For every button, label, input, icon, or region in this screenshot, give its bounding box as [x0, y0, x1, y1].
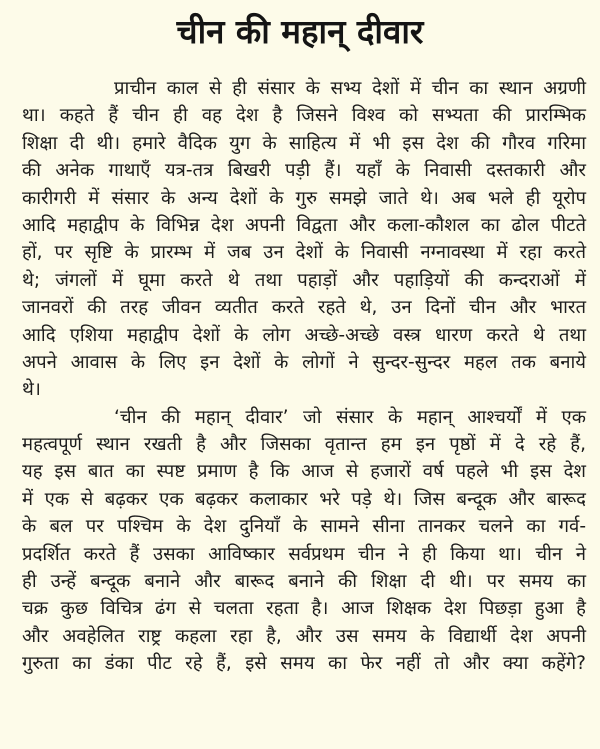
text-line: शिक्षा दी थी। हमारे वैदिक युग के साहित्य में भी इस देश की गौरव गरिमा	[22, 132, 586, 154]
text-line: और अवहेलित राष्ट्र कहला रहा है, और उस समय के विद्यार्थी देश अपनी	[22, 625, 586, 647]
text-line: थे; जंगलों में घूमा करते थे तथा पहाड़ों और पहाड़ियों की कन्दराओं में	[22, 269, 586, 291]
text-line: के बल पर पश्चिम के देश दुनियाँ के सामने सीना तानकर चलने का गर्व-	[22, 516, 586, 538]
text-line: महत्वपूर्ण स्थान रखती है और जिसका वृतान्त हम इन पृष्ठों में दे रहे हैं,	[22, 434, 586, 456]
text-line: यह इस बात का स्पष्ट प्रमाण है कि आज से हजारों वर्ष पहले भी इस देश	[22, 461, 586, 483]
document-body	[22, 75, 586, 678]
text-line: थे।	[22, 379, 41, 401]
text-line: हों, पर सृष्टि के प्रारम्भ में जब उन देशों के निवासी नग्नावस्था में रहा करते	[22, 242, 586, 264]
text-line: में एक से बढ़कर एक बढ़कर कलाकार भरे पड़े थे। जिस बन्दूक और बारूद	[22, 488, 586, 510]
text-line: जानवरों की तरह जीवन व्यतीत करते रहते थे, उन दिनों चीन और भारत	[22, 297, 586, 319]
text-line: ‘चीन की महान् दीवार’ जो संसार के महान् आश्चर्यों में एक	[114, 406, 586, 428]
text-line: चक्र कुछ विचित्र ढंग से चलता रहता है। आज शिक्षक देश पिछड़ा हुआ है	[22, 598, 586, 620]
text-line: गुरुता का डंका पीट रहे हैं, इसे समय का फेर नहीं तो और क्या कहेंगे?	[22, 653, 586, 675]
page-title: चीन की महान् दीवार	[176, 12, 424, 51]
text-line: ही उन्हें बन्दूक बनाने और बारूद बनाने की शिक्षा दी थी। पर समय का	[22, 571, 586, 593]
text-line: आदि महाद्वीप के विभिन्न देश अपनी विद्वता और कला-कौशल का ढोल पीटते	[22, 214, 586, 236]
text-line: आदि एशिया महाद्वीप देशों के लोग अच्छे-अच्छे वस्त्र धारण करते थे तथा	[22, 324, 586, 346]
text-line: अपने आवास के लिए इन देशों के लोगों ने सुन्दर-सुन्दर महल तक बनाये	[22, 351, 586, 373]
text-line: कारीगरी में संसार के अन्य देशों के गुरु समझे जाते थे। अब भले ही यूरोप	[22, 187, 586, 209]
text-line: प्राचीन काल से ही संसार के सभ्य देशों में चीन का स्थान अग्रणी	[114, 78, 586, 99]
text-line: था। कहते हैं चीन ही वह देश है जिसने विश्व को सभ्यता की प्रारम्भिक	[22, 105, 586, 127]
text-line: की अनेक गाथाएँ यत्र-तत्र बिखरी पड़ी हैं। यहाँ के निवासी दस्तकारी और	[22, 160, 586, 182]
text-line: प्रदर्शित करते हैं उसका आविष्कार सर्वप्रथम चीन ने ही किया था। चीन ने	[22, 543, 586, 565]
